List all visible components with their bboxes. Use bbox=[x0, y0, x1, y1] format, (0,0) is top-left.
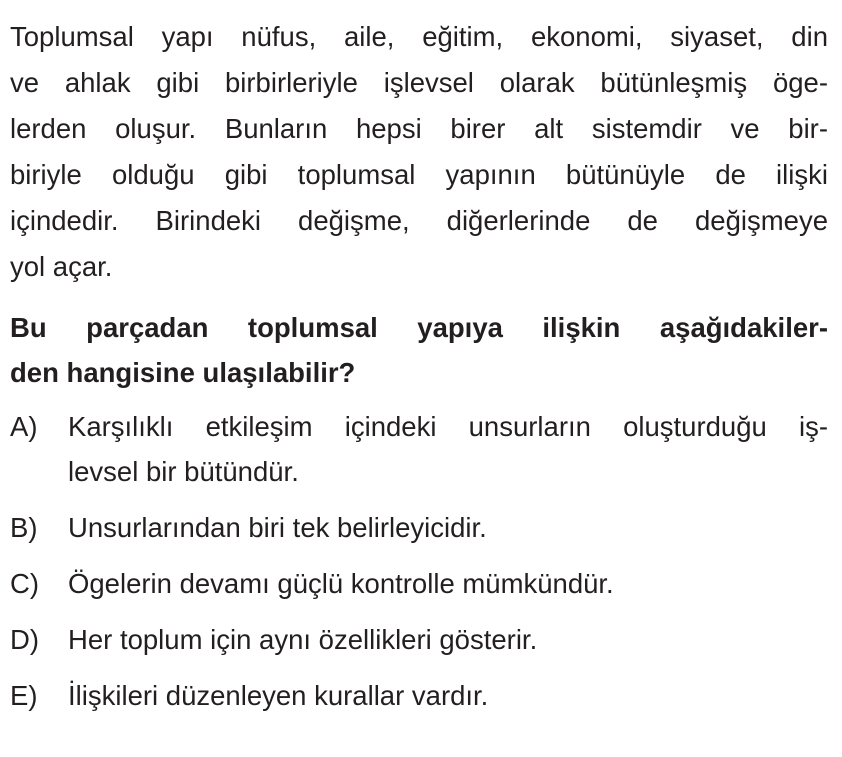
option-line: Karşılıklı etkileşim içindeki unsurların oluşturduğu iş- bbox=[68, 411, 828, 442]
option-text bbox=[68, 617, 828, 662]
passage-line: ve ahlak gibi birbirleriyle işlevsel olarak bütünleşmiş öge- bbox=[10, 67, 828, 98]
option-line: Ögelerin devamı güçlü kontrolle mümkündür. bbox=[68, 568, 614, 599]
passage-text bbox=[10, 14, 828, 290]
option-line: Her toplum için aynı özellikleri gösterir. bbox=[68, 624, 538, 655]
option-text bbox=[68, 404, 828, 494]
passage-line: içindedir. Birindeki değişme, diğerlerinde de değişmeye bbox=[10, 205, 828, 236]
answer-options bbox=[10, 404, 828, 729]
option-letter: A) bbox=[10, 411, 38, 442]
passage-line: biriyle olduğu gibi toplumsal yapının bütünüyle de ilişki bbox=[10, 159, 828, 190]
option-d[interactable] bbox=[10, 617, 828, 662]
option-letter: E) bbox=[10, 680, 38, 711]
passage-line: Toplumsal yapı nüfus, aile, eğitim, ekonomi, siyaset, din bbox=[10, 21, 828, 52]
option-line: levsel bir bütündür. bbox=[68, 456, 299, 487]
option-letter: C) bbox=[10, 568, 40, 599]
passage-line: yol açar. bbox=[10, 251, 113, 282]
option-line: İlişkileri düzenleyen kurallar vardır. bbox=[68, 680, 489, 711]
option-e[interactable] bbox=[10, 673, 828, 718]
question-stem bbox=[10, 305, 828, 395]
passage-line: lerden oluşur. Bunların hepsi birer alt sistemdir ve bir- bbox=[10, 113, 828, 144]
question-line: den hangisine ulaşılabilir? bbox=[10, 357, 356, 388]
option-text bbox=[68, 673, 828, 718]
option-letter: D) bbox=[10, 624, 40, 655]
option-line: Unsurlarından biri tek belirleyicidir. bbox=[68, 512, 487, 543]
option-c[interactable] bbox=[10, 561, 828, 606]
option-text bbox=[68, 505, 828, 550]
option-a[interactable] bbox=[10, 404, 828, 494]
option-b[interactable] bbox=[10, 505, 828, 550]
option-letter: B) bbox=[10, 512, 38, 543]
question-line: Bu parçadan toplumsal yapıya ilişkin aşağıdakiler- bbox=[10, 312, 828, 343]
option-text bbox=[68, 561, 828, 606]
